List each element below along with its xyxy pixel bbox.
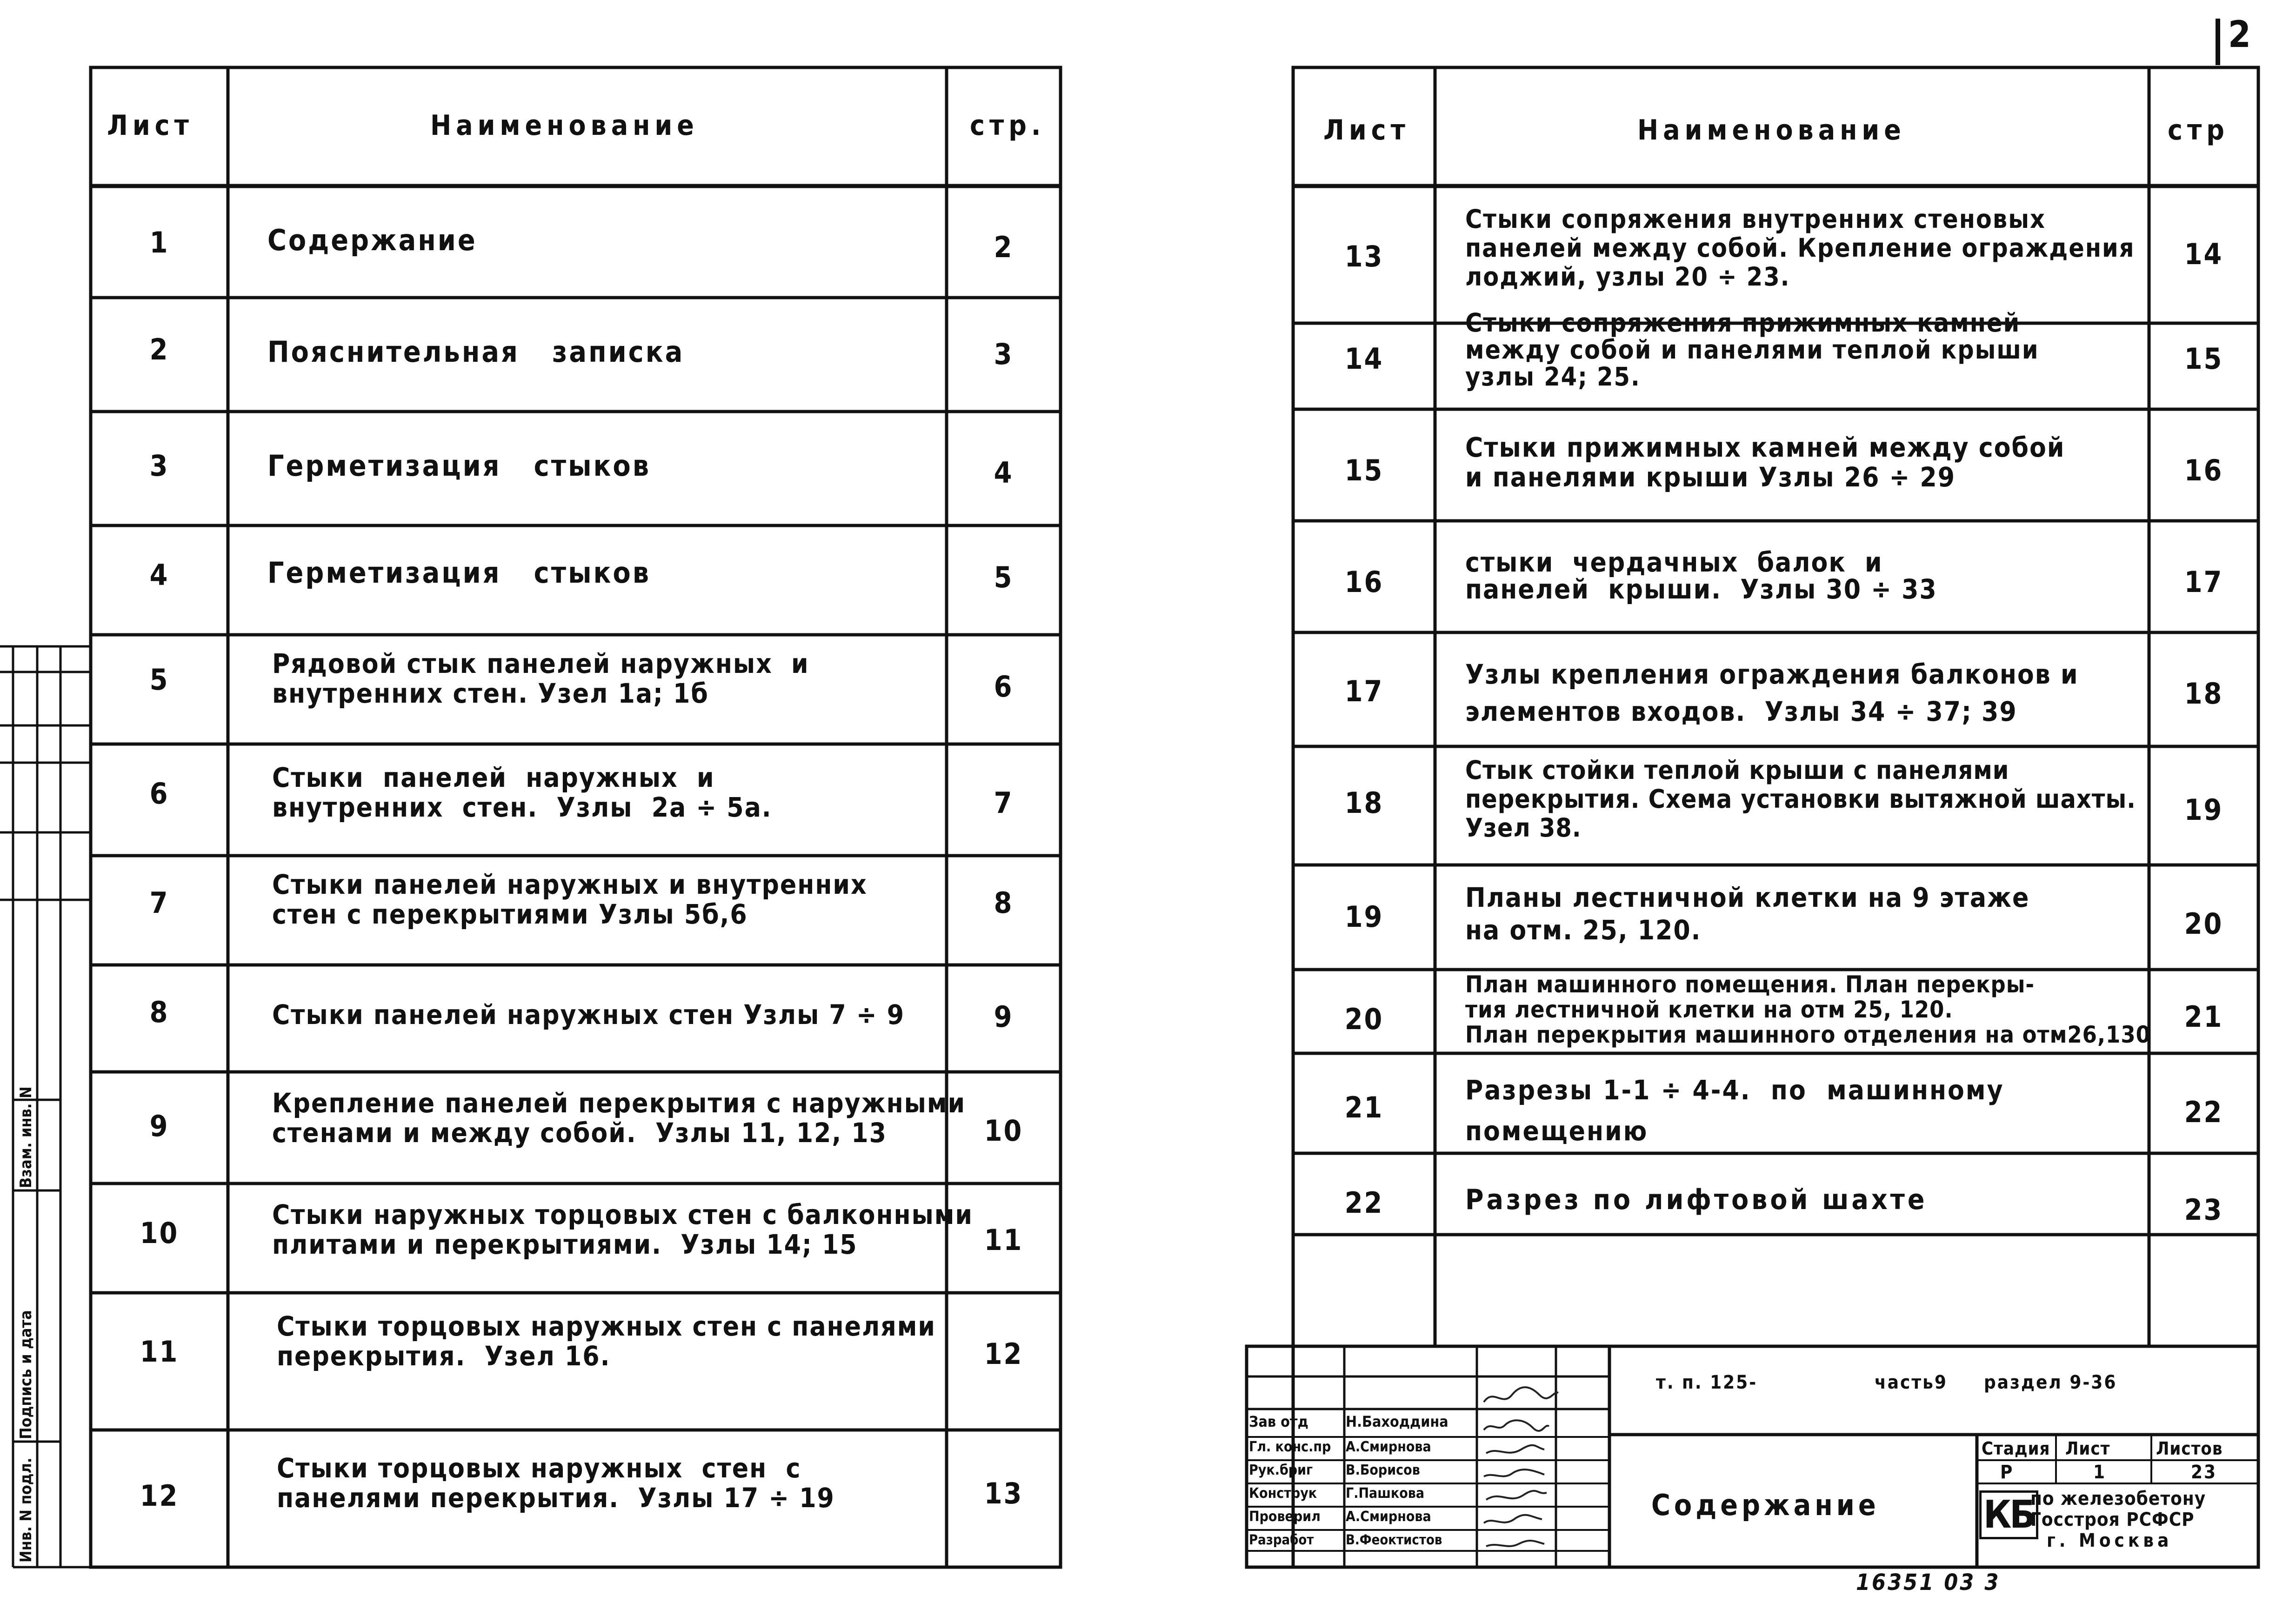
role-name: В.Борисов [1346, 1462, 1420, 1478]
table-row-page: 8 [994, 886, 1014, 920]
table-row-page: 4 [994, 456, 1014, 490]
table-row-page: 13 [984, 1476, 1023, 1510]
table-row-name: Стыки панелей наружных и внутренних стен. Узлы 2а ÷ 5а. [272, 762, 772, 823]
right-header-page: стр [2168, 114, 2229, 146]
table-row-name: План машинного помещения. План перекры- тия лестничной клетки на отм 25, 120. План перекрытия машинного отделения на отм26,130 [1465, 971, 2151, 1048]
role-name: Н.Баходдина [1346, 1413, 1448, 1430]
org-line-2: Госстроя РСФСР [2030, 1509, 2195, 1530]
table-row-sheet: 1 [149, 226, 169, 259]
left-header-page: стр. [970, 109, 1046, 142]
table-row-sheet: 17 [1344, 674, 1384, 708]
table-row-name: Узлы крепления ограждения балконов и элементов входов. Узлы 34 ÷ 37; 39 [1465, 658, 2079, 727]
table-row-name: Планы лестничной клетки на 9 этаже на отм. 25, 120. [1465, 882, 2030, 946]
right-header-sheet: Лист [1323, 114, 1410, 146]
table-row-page: 11 [984, 1223, 1023, 1257]
table-row-page: 17 [2184, 565, 2223, 599]
table-row-name: Стыки панелей наружных и внутренних стен с перекрытиями Узлы 5б,6 [272, 869, 868, 930]
table-row-name: Стыки сопряжения прижимных камней между собой и панелями теплой крыши узлы 24; 25. [1465, 308, 2039, 392]
table-row-page: 10 [984, 1114, 1023, 1148]
table-row-name: Герметизация стыков [267, 556, 651, 590]
signatures [1484, 1387, 1558, 1546]
table-row-sheet: 21 [1344, 1090, 1384, 1124]
role-label: Зав отд [1249, 1413, 1308, 1430]
table-row-page: 19 [2184, 793, 2223, 827]
table-row-page: 20 [2184, 907, 2223, 941]
table-row-sheet: 13 [1344, 239, 1384, 273]
role-name: А.Смирнова [1346, 1509, 1431, 1525]
page-number: 2 [2228, 14, 2252, 56]
sheets-label: Листов [2156, 1438, 2223, 1459]
sheets-value: 23 [2191, 1462, 2217, 1483]
table-row-sheet: 4 [149, 558, 169, 592]
stage-value: Р [2000, 1462, 2014, 1483]
table-row-page: 16 [2184, 453, 2223, 487]
table-row-sheet: 8 [149, 995, 169, 1029]
role-label: Разработ [1249, 1532, 1314, 1548]
stamp-signature-date: Подпись и дата [17, 1310, 35, 1439]
table-row-sheet: 19 [1344, 900, 1384, 934]
stage-label: Стадия [1982, 1438, 2050, 1459]
table-row-name: Разрезы 1-1 ÷ 4-4. по машинному помещению [1465, 1074, 2004, 1147]
role-label: Рук.бриг [1249, 1462, 1313, 1478]
table-row-sheet: 20 [1344, 1002, 1384, 1036]
table-row-page: 18 [2184, 677, 2223, 711]
table-row-sheet: 22 [1344, 1186, 1384, 1220]
table-row-name: Пояснительная записка [267, 335, 685, 369]
table-row-name: Крепление панелей перекрытия с наружными стенами и между собой. Узлы 11, 12, 13 [272, 1087, 966, 1149]
table-row-name: Стыки панелей наружных стен Узлы 7 ÷ 9 [272, 999, 905, 1031]
sheet-title: Содержание [1651, 1488, 1880, 1522]
table-row-page: 9 [994, 1000, 1014, 1034]
table-row-name: Содержание [267, 223, 477, 257]
drawing-number: 16351 03 3 [1856, 1569, 2001, 1596]
table-row-page: 2 [994, 230, 1014, 264]
table-row-sheet: 15 [1344, 453, 1384, 487]
sheet-label: Лист [2065, 1438, 2110, 1459]
role-name: В.Феоктистов [1346, 1532, 1442, 1548]
role-label: Конструк [1249, 1485, 1317, 1502]
table-row-sheet: 12 [140, 1479, 179, 1513]
table-row-name: Герметизация стыков [267, 449, 651, 483]
table-row-page: 3 [994, 337, 1014, 371]
table-row-page: 15 [2184, 342, 2223, 376]
table-row-sheet: 16 [1344, 565, 1384, 599]
org-logo: КБ [1979, 1490, 2038, 1539]
table-row-page: 23 [2184, 1193, 2223, 1227]
table-row-name: Рядовой стык панелей наружных и внутренних стен. Узел 1а; 1б [272, 648, 809, 709]
left-header-name: Наименование [430, 109, 699, 142]
table-row-page: 7 [994, 786, 1014, 820]
table-row-page: 22 [2184, 1095, 2223, 1129]
table-row-page: 12 [984, 1337, 1023, 1371]
table-row-name: Стыки торцовых наружных стен с панелями перекрытия. Узлы 17 ÷ 19 [277, 1452, 835, 1514]
left-header-sheet: Лист [107, 109, 194, 142]
table-row-page: 6 [994, 670, 1014, 704]
table-row-name: Стыки прижимных камней между собой и панелями крыши Узлы 26 ÷ 29 [1465, 432, 2065, 493]
table-row-name: Стыки сопряжения внутренних стеновых панелей между собой. Крепление ограждения лоджий, узлы 20 ÷ 23. [1465, 204, 2135, 292]
org-line-1: по железобетону [2030, 1488, 2206, 1509]
table-row-sheet: 9 [149, 1109, 169, 1143]
table-row-page: 5 [994, 560, 1014, 594]
role-label: Гл. конс.пр [1249, 1439, 1331, 1455]
right-header-name: Наименование [1637, 114, 1906, 146]
table-row-sheet: 6 [149, 777, 169, 811]
table-row-sheet: 10 [140, 1216, 179, 1250]
table-row-name: Разрез по лифтовой шахте [1465, 1183, 1928, 1216]
table-row-sheet: 7 [149, 886, 169, 920]
org-line-3: г. Москва [2047, 1530, 2173, 1551]
table-row-page: 14 [2184, 237, 2223, 271]
table-row-sheet: 3 [149, 449, 169, 483]
role-name: А.Смирнова [1346, 1439, 1431, 1455]
sheet-value: 1 [2093, 1462, 2107, 1483]
table-row-name: стыки чердачных балок и панелей крыши. Узлы 30 ÷ 33 [1465, 546, 1937, 605]
stamp-replacement-number: Взам. инв. N [17, 1086, 35, 1188]
table-row-sheet: 14 [1344, 342, 1384, 376]
table-row-page: 21 [2184, 1000, 2223, 1034]
project-code: т. п. 125- [1656, 1372, 1758, 1393]
role-name: Г.Пашкова [1346, 1485, 1425, 1502]
section-label: раздел 9-36 [1984, 1372, 2117, 1393]
table-row-name: Стыки торцовых наружных стен с панелями перекрытия. Узел 16. [277, 1310, 936, 1372]
table-row-name: Стыки наружных торцовых стен с балконными плитами и перекрытиями. Узлы 14; 15 [272, 1199, 973, 1260]
part-label: часть9 [1875, 1372, 1948, 1393]
stamp-inventory-number: Инв. N подл. [17, 1457, 35, 1562]
table-row-name: Стык стойки теплой крыши с панелями перекрытия. Схема установки вытяжной шахты. Узел 38. [1465, 755, 2136, 843]
table-row-sheet: 11 [140, 1335, 179, 1369]
role-label: Проверил [1249, 1509, 1321, 1525]
table-row-sheet: 2 [149, 332, 169, 366]
table-row-sheet: 18 [1344, 786, 1384, 820]
table-row-sheet: 5 [149, 663, 169, 697]
